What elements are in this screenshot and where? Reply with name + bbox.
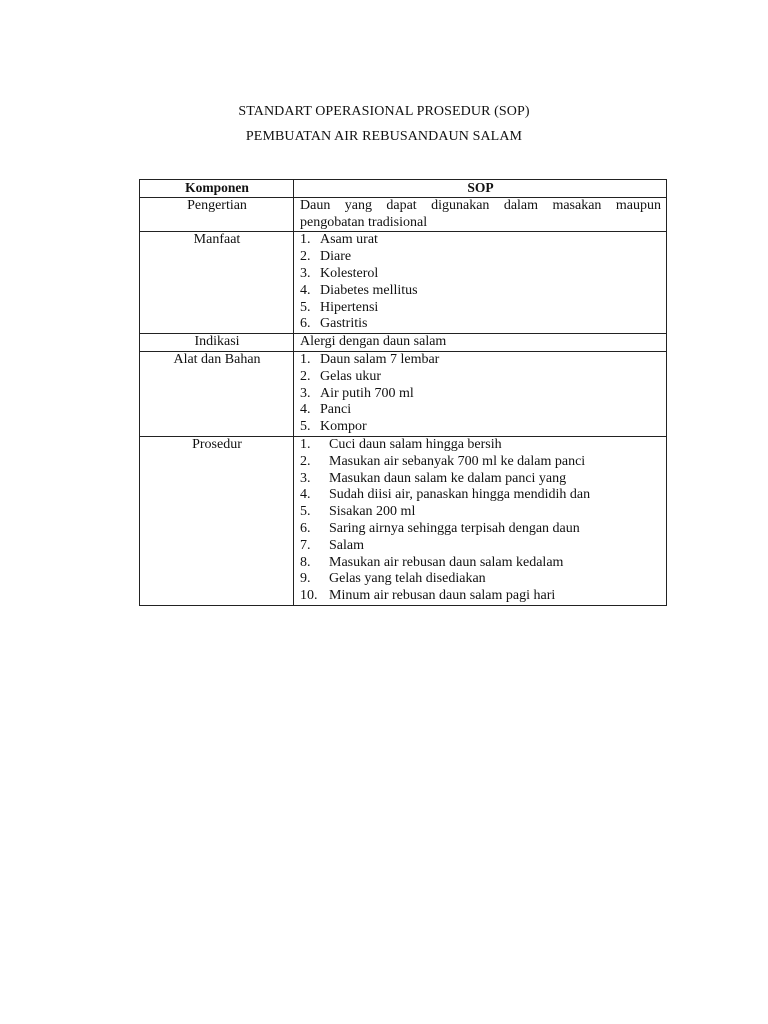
list-item [300,386,661,403]
list-item [300,521,661,538]
item-text: Minum air rebusan daun salam pagi hari [329,588,556,604]
item-text: Gelas yang telah disediakan [329,571,486,587]
pengertian-line-1 [300,198,661,215]
label-pengertian: Pengertian [140,197,294,232]
list-item [300,454,661,471]
word: digunakan [431,197,490,213]
item-number: 6. [300,520,311,536]
label-prosedur: Prosedur [140,436,294,605]
list-item [300,588,661,605]
item-text: Daun salam 7 lembar [320,351,440,367]
table-header-row [140,180,667,198]
item-text: Panci [320,402,352,418]
label-indikasi: Indikasi [140,334,294,352]
list-item [300,352,661,369]
item-text: Diare [320,249,352,265]
item-number: 3. [300,265,311,281]
list-item [300,487,661,504]
item-number: 4. [300,487,311,503]
row-manfaat [140,232,667,334]
header-komponen: Komponen [140,180,294,198]
item-text: Saring airnya sehingga terpisah dengan daun [329,520,580,536]
item-number: 7. [300,537,311,553]
item-text: Diabetes mellitus [320,282,418,298]
pengertian-text [294,197,667,232]
list-item [300,316,661,333]
item-text: Kolesterol [320,265,379,281]
item-number: 1. [300,232,311,248]
item-number: 5. [300,299,311,315]
item-number: 1. [300,351,311,367]
word: masakan [552,197,602,213]
item-text: Asam urat [320,232,378,248]
item-number: 2. [300,453,311,469]
list-item [300,283,661,300]
item-text: Masukan daun salam ke dalam panci yang [329,470,567,486]
item-text: Masukan air sebanyak 700 ml ke dalam panci [329,453,586,469]
item-text: Hipertensi [320,299,379,315]
pengertian-line-2: pengobatan tradisional [300,214,428,230]
document-subtitle: PEMBUATAN AIR REBUSANDAUN SALAM [245,129,523,144]
word: dapat [386,197,417,213]
word: maupun [615,197,661,213]
item-number: 2. [300,368,311,384]
list-item [300,266,661,283]
item-text: Masukan air rebusan daun salam kedalam [329,554,564,570]
item-number: 2. [300,249,311,265]
item-text: Gastritis [320,316,368,332]
list-item [300,471,661,488]
item-text: Air putih 700 ml [320,385,414,401]
item-number: 1. [300,436,311,452]
list-item [300,437,661,454]
header-sop: SOP [294,180,667,198]
label-manfaat: Manfaat [140,232,294,334]
label-alat-dan-bahan: Alat dan Bahan [140,351,294,436]
row-alat-dan-bahan [140,351,667,436]
manfaat-cell [294,232,667,334]
word: dalam [503,197,539,213]
list-item [300,555,661,572]
item-number: 10. [300,588,318,604]
alat-list [300,352,661,436]
item-text: Cuci daun salam hingga bersih [329,436,502,452]
item-number: 4. [300,402,311,418]
list-item [300,504,661,521]
row-pengertian [140,197,667,232]
document-title: STANDART OPERASIONAL PROSEDUR (SOP) [238,104,530,119]
indikasi-text: Alergi dengan daun salam [294,334,667,352]
list-item [300,249,661,266]
item-number: 5. [300,419,311,435]
alat-cell [294,351,667,436]
item-text: Salam [329,537,364,553]
list-item [300,369,661,386]
item-number: 9. [300,571,311,587]
manfaat-list [300,232,661,333]
row-indikasi [140,334,667,352]
row-prosedur [140,436,667,605]
sop-table [139,179,667,606]
item-text: Sudah diisi air, panaskan hingga mendidih dan [329,487,591,503]
list-item [300,232,661,249]
item-number: 8. [300,554,311,570]
item-number: 4. [300,282,311,298]
item-number: 3. [300,470,311,486]
list-item [300,571,661,588]
item-number: 5. [300,504,311,520]
item-text: Kompor [320,419,367,435]
item-text: Sisakan 200 ml [329,504,416,520]
list-item [300,538,661,555]
list-item [300,419,661,436]
item-text: Gelas ukur [320,368,382,384]
prosedur-list [300,437,661,605]
prosedur-cell [294,436,667,605]
word: yang [344,197,372,213]
list-item [300,300,661,317]
item-number: 6. [300,316,311,332]
item-number: 3. [300,385,311,401]
word: Daun [300,197,331,213]
list-item [300,402,661,419]
